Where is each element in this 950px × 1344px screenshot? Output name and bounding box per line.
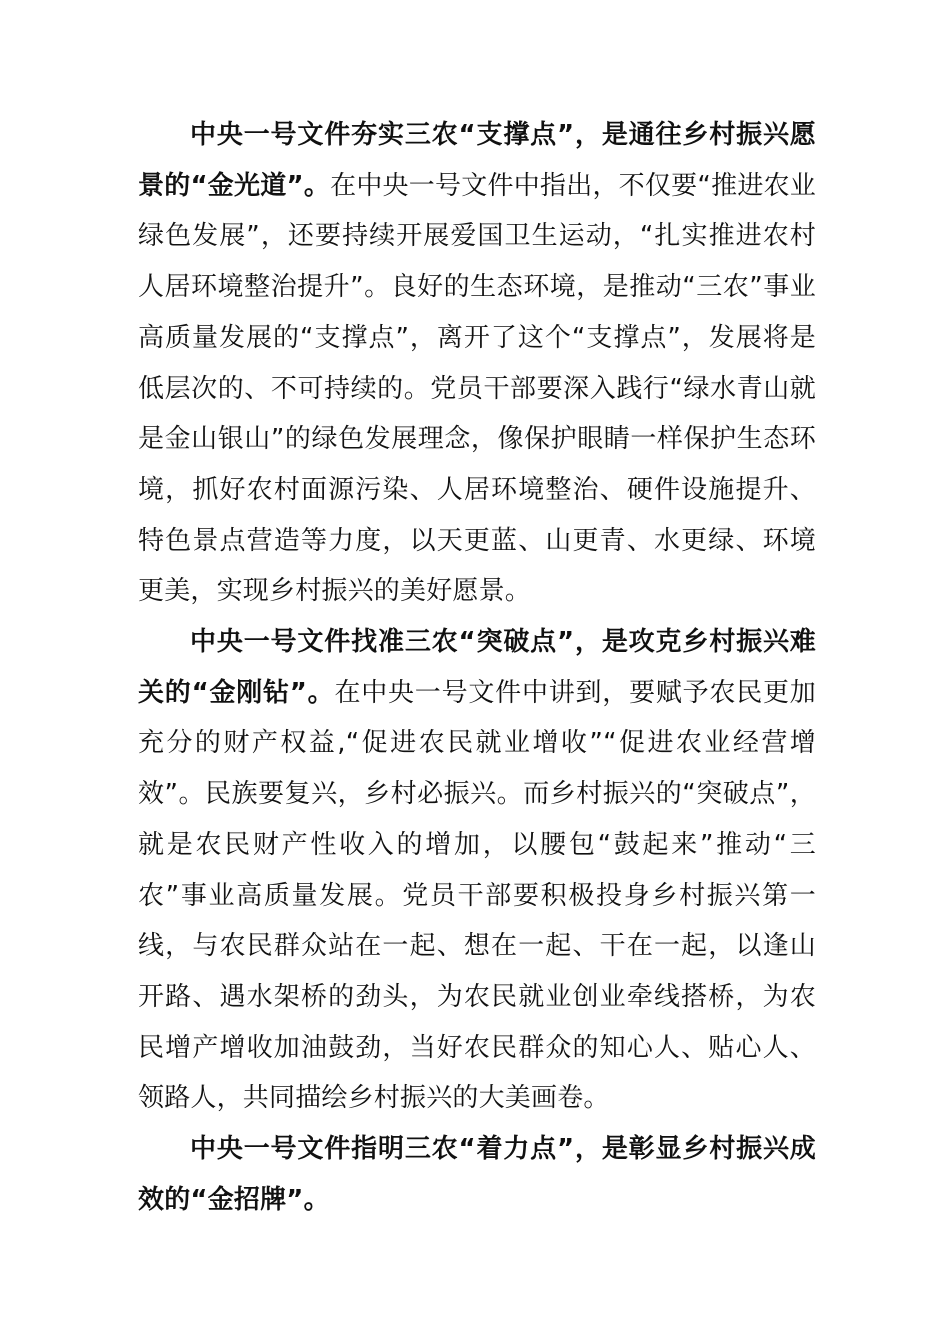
- paragraph-breakthrough-point: [138, 617, 816, 1124]
- paragraph-support-point: [138, 110, 816, 617]
- paragraph-focus-point: [138, 1124, 816, 1225]
- paragraph-heading: 中央一号文件指明三农“着力点”，是彰显乡村振兴成效的“金招牌”。: [138, 1134, 816, 1215]
- document-page: [138, 110, 816, 1225]
- paragraph-body: 在中央一号文件中讲到，要赋予农民更加充分的财产权益,“促进农民就业增收”“促进农业经营增效”。民族要复兴，乡村必振兴。而乡村振兴的“突破点”，就是农民财产性收入的增加，以腰包“鼓起来”推动“三农”事业高质量发展。党员干部要积极投身乡村振兴第一线，与农民群众站在一起、想在一起、干在一起，以逢山开路、遇水架桥的劲头，为农民就业创业牵线搭桥，为农民增产增收加油鼓劲，当好农民群众的知心人、贴心人、领路人，共同描绘乡村振兴的大美画卷。: [138, 677, 816, 1114]
- paragraph-body: 在中央一号文件中指出，不仅要“推进农业绿色发展”，还要持续开展爱国卫生运动，“扎实推进农村人居环境整治提升”。良好的生态环境，是推动“三农”事业高质量发展的“支撑点”，离开了这个“支撑点”，发展将是低层次的、不可持续的。党员干部要深入践行“绿水青山就是金山银山”的绿色发展理念，像保护眼睛一样保护生态环境，抓好农村面源污染、人居环境整治、硬件设施提升、特色景点营造等力度，以天更蓝、山更青、水更绿、环境更美，实现乡村振兴的美好愿景。: [138, 170, 816, 607]
- paragraph-heading: 中央一号文件找准三农“突破点”，是攻克乡村振兴难关的“金刚钻”。: [138, 627, 816, 708]
- paragraph-heading: 中央一号文件夯实三农“支撑点”，是通往乡村振兴愿景的“金光道”。: [138, 120, 816, 201]
